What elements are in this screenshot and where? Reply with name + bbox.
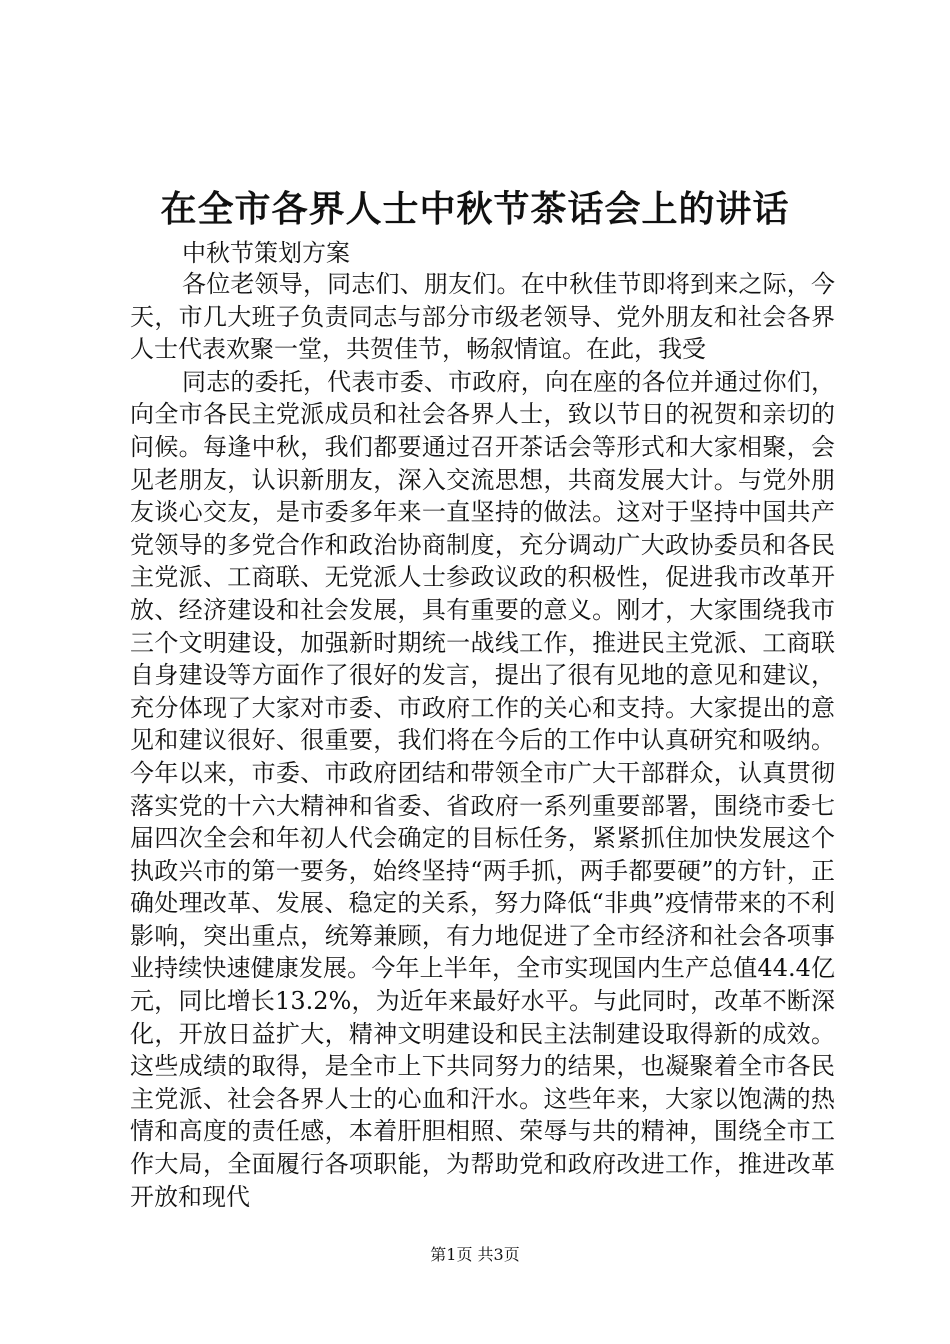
page-footer: 第1页 共3页 <box>430 1245 520 1264</box>
paragraph-1: 各位老领导，同志们、朋友们。在中秋佳节即将到来之际，今天，市几大班子负责同志与部分市级老领导、党外朋友和社会各界人士代表欢聚一堂，共贺佳节，畅叙情谊。在此，我受 <box>130 270 835 364</box>
paragraph-2: 同志的委托，代表市委、市政府，向在座的各位并通过你们，向全市各民主党派成员和社会各界人士，致以节日的祝贺和亲切的问候。每逢中秋，我们都要通过召开茶话会等形式和大家相聚，会见老朋友，认识新朋友，深入交流思想，共商发展大计。与党外朋友谈心交友，是市委多年来一直坚持的做法。这对于坚持中国共产党领导的多党合作和政治协商制度，充分调动广大政协委员和各民主党派、工商联、无党派人士参政议政的积极性，促进我市改革开放、经济建设和社会发展，具有重要的意义。刚才，大家围绕我市三个文明建设，加强新时期统一战线工作，推进民主党派、工商联自身建设等方面作了很好的发言，提出了很有见地的意见和建议，充分体现了大家对市委、市政府工作的关心和支持。大家提出的意见和建议很好、很重要，我们将在今后的工作中认真研究和吸纳。今年以来，市委、市政府团结和带领全市广大干部群众，认真贯彻落实党的十六大精神和省委、省政府一系列重要部署，围绕市委七届四次全会和年初人代会确定的目标任务，紧紧抓住加快发展这个执政兴市的第一要务，始终坚持“两手抓，两手都要硬”的方针，正确处理改革、发展、稳定的关系，努力降低“非典”疫情带来的不利影响，突出重点，统筹兼顾，有力地促进了全市经济和社会各项事业持续快速健康发展。今年上半年，全市实现国内生产总值44.4亿元，同比增长13.2%，为近年来最好水平。与此同时，改革不断深化，开放日益扩大，精神文明建设和民主法制建设取得新的成效。这些成绩的取得，是全市上下共同努力的结果，也凝聚着全市各民主党派、社会各界人士的心血和汗水。这些年来，大家以饱满的热情和高度的责任感，本着肝胆相照、荣辱与共的精神，围绕全市工作大局，全面履行各项职能，为帮助党和政府改进工作，推进改革开放和现代 <box>130 367 835 1211</box>
document-body <box>130 268 835 1213</box>
document-subtitle: 中秋节策划方案 <box>182 239 350 267</box>
document-title: 在全市各界人士中秋节茶话会上的讲话 <box>160 188 790 230</box>
